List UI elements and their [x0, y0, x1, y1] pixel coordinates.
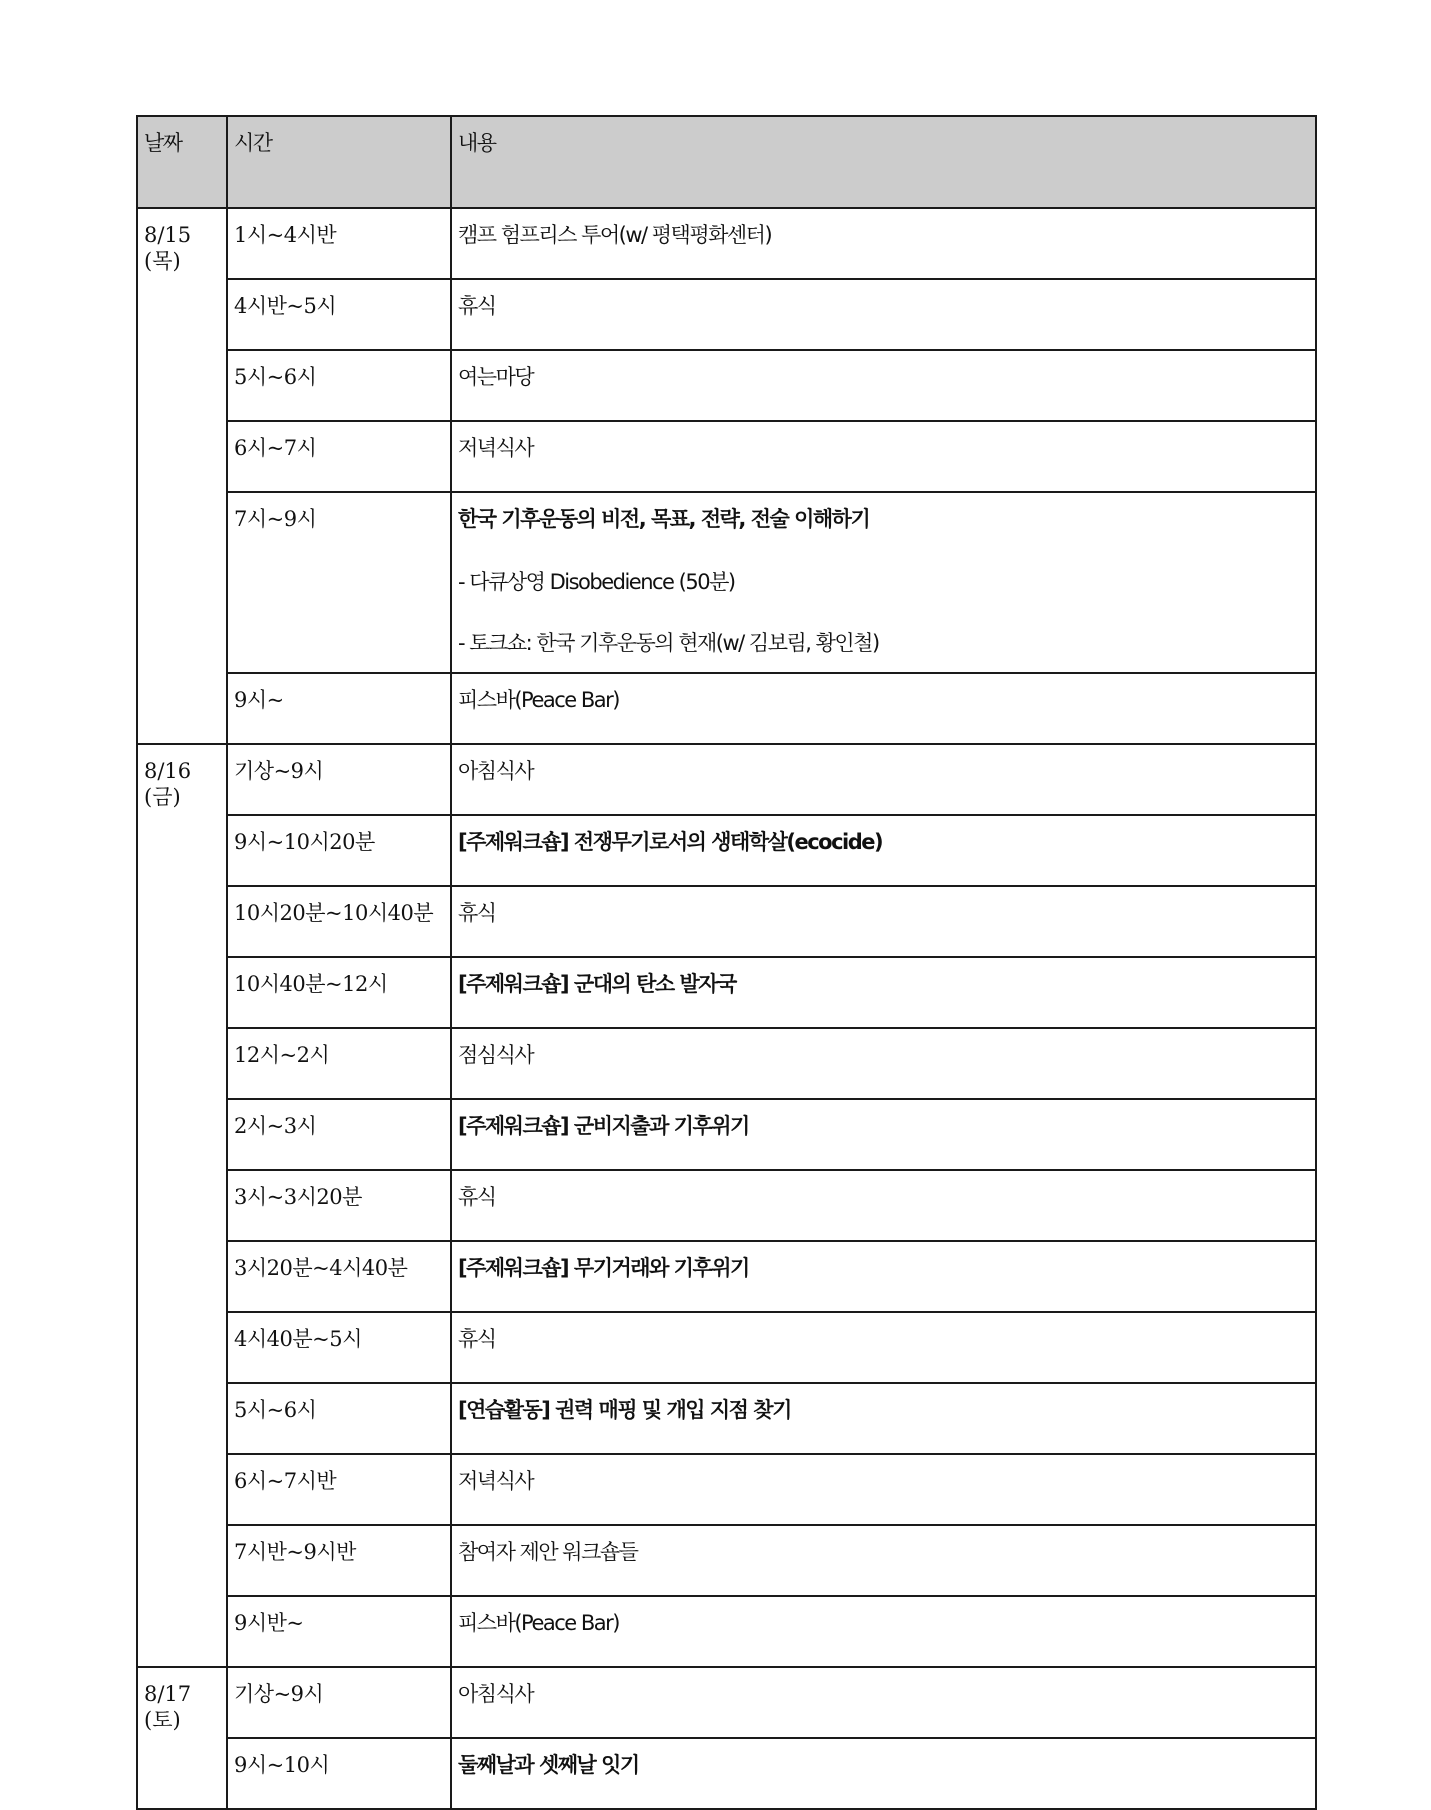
content-title: [주제워크숍] 군대의 탄소 발자국	[458, 972, 736, 996]
time-cell: 4시반~5시	[227, 279, 451, 350]
content-title: 둘째날과 셋째날 잇기	[458, 1753, 639, 1777]
content-title: 저녁식사	[458, 1469, 534, 1493]
content-cell	[451, 279, 1316, 350]
time-cell: 5시~6시	[227, 1383, 451, 1454]
time-cell: 5시~6시	[227, 350, 451, 421]
content-title: [연습활동] 권력 매핑 및 개입 지점 찾기	[458, 1398, 791, 1422]
content-title: 피스바(Peace Bar)	[458, 688, 619, 712]
content-cell	[451, 1241, 1316, 1312]
table-row	[137, 1028, 1316, 1099]
content-title: 피스바(Peace Bar)	[458, 1611, 619, 1635]
content-cell	[451, 1170, 1316, 1241]
content-cell	[451, 1383, 1316, 1454]
content-cell	[451, 1525, 1316, 1596]
content-subline: - 토크쇼: 한국 기후운동의 현재(w/ 김보림, 황인철)	[458, 631, 879, 655]
table-row	[137, 1596, 1316, 1667]
content-cell	[451, 350, 1316, 421]
table-row	[137, 421, 1316, 492]
date-cell: 8/17(토)	[137, 1667, 227, 1809]
time-cell: 2시~3시	[227, 1099, 451, 1170]
time-cell: 10시20분~10시40분	[227, 886, 451, 957]
content-title: 저녁식사	[458, 436, 534, 460]
time-cell: 3시20분~4시40분	[227, 1241, 451, 1312]
date-cell: 8/16(금)	[137, 744, 227, 1667]
content-cell	[451, 673, 1316, 744]
table-row	[137, 492, 1316, 673]
content-cell	[451, 815, 1316, 886]
content-title: 점심식사	[458, 1043, 534, 1067]
content-cell	[451, 886, 1316, 957]
table-row	[137, 1738, 1316, 1809]
table-row	[137, 1667, 1316, 1738]
schedule-table	[136, 115, 1317, 1810]
content-cell	[451, 421, 1316, 492]
content-title: 휴식	[458, 1327, 496, 1351]
content-cell	[451, 1596, 1316, 1667]
time-cell: 9시~10시20분	[227, 815, 451, 886]
content-title: 참여자 제안 워크숍들	[458, 1540, 638, 1564]
time-cell: 10시40분~12시	[227, 957, 451, 1028]
content-title: 휴식	[458, 1185, 496, 1209]
time-cell: 6시~7시반	[227, 1454, 451, 1525]
table-row	[137, 673, 1316, 744]
content-title: 한국 기후운동의 비전, 목표, 전략, 전술 이해하기	[458, 507, 870, 531]
table-row	[137, 208, 1316, 279]
content-cell	[451, 1099, 1316, 1170]
time-cell: 9시~	[227, 673, 451, 744]
content-title: 여는마당	[458, 365, 534, 389]
header-content: 내용	[451, 116, 1316, 208]
table-row	[137, 1099, 1316, 1170]
time-cell: 기상~9시	[227, 744, 451, 815]
time-cell: 7시~9시	[227, 492, 451, 673]
content-cell	[451, 1454, 1316, 1525]
header-time: 시간	[227, 116, 451, 208]
content-cell	[451, 1028, 1316, 1099]
content-subline: - 다큐상영 Disobedience (50분)	[458, 570, 735, 594]
header-date: 날짜	[137, 116, 227, 208]
content-title: 아침식사	[458, 759, 534, 783]
content-title: [주제워크숍] 전쟁무기로서의 생태학살(ecocide)	[458, 830, 883, 854]
table-row	[137, 1383, 1316, 1454]
table-row	[137, 1525, 1316, 1596]
content-title: [주제워크숍] 군비지출과 기후위기	[458, 1114, 749, 1138]
content-cell	[451, 1312, 1316, 1383]
content-cell	[451, 957, 1316, 1028]
time-cell: 4시40분~5시	[227, 1312, 451, 1383]
table-row	[137, 350, 1316, 421]
table-row	[137, 886, 1316, 957]
table-row	[137, 1241, 1316, 1312]
content-cell	[451, 744, 1316, 815]
table-row	[137, 815, 1316, 886]
time-cell: 1시~4시반	[227, 208, 451, 279]
content-title: [주제워크숍] 무기거래와 기후위기	[458, 1256, 749, 1280]
content-title: 휴식	[458, 901, 496, 925]
table-row	[137, 744, 1316, 815]
schedule-body	[137, 208, 1316, 1809]
content-cell	[451, 208, 1316, 279]
time-cell: 9시반~	[227, 1596, 451, 1667]
content-title: 캠프 험프리스 투어(w/ 평택평화센터)	[458, 223, 772, 247]
date-cell: 8/15(목)	[137, 208, 227, 744]
time-cell: 12시~2시	[227, 1028, 451, 1099]
content-cell	[451, 1667, 1316, 1738]
time-cell: 6시~7시	[227, 421, 451, 492]
table-row	[137, 1312, 1316, 1383]
table-row	[137, 1454, 1316, 1525]
time-cell: 기상~9시	[227, 1667, 451, 1738]
time-cell: 7시반~9시반	[227, 1525, 451, 1596]
content-cell	[451, 1738, 1316, 1809]
content-cell	[451, 492, 1316, 673]
content-title: 아침식사	[458, 1682, 534, 1706]
table-row	[137, 279, 1316, 350]
table-row	[137, 957, 1316, 1028]
time-cell: 3시~3시20분	[227, 1170, 451, 1241]
header-row	[137, 116, 1316, 208]
table-row	[137, 1170, 1316, 1241]
time-cell: 9시~10시	[227, 1738, 451, 1809]
content-title: 휴식	[458, 294, 496, 318]
